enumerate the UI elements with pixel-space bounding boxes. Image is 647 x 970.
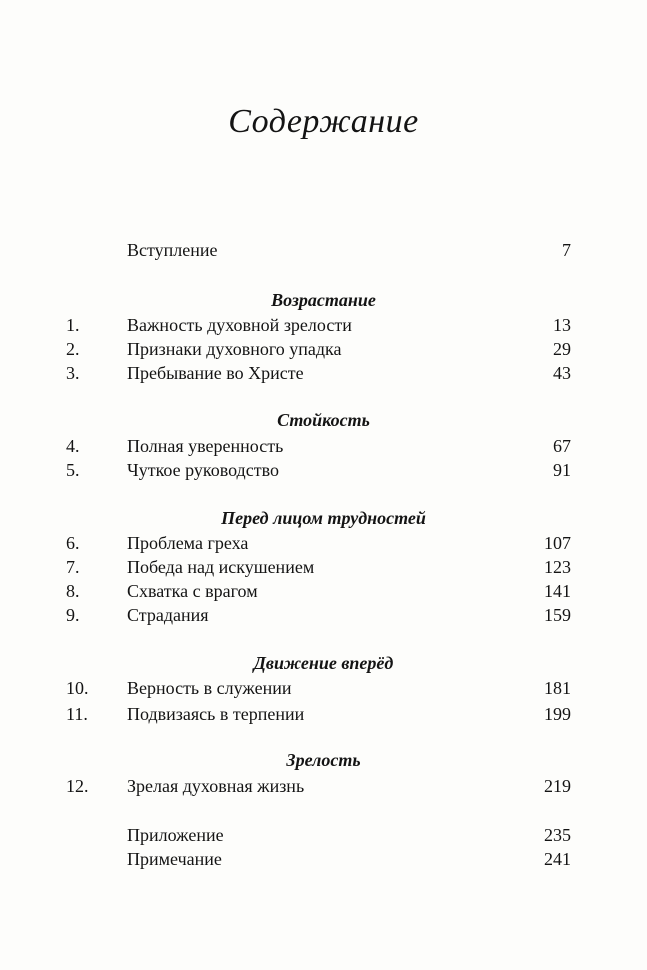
toc-entry-number: 12. <box>66 776 89 796</box>
toc-entry-label: Приложение <box>127 825 224 845</box>
toc-entry-label: Схватка с врагом <box>127 581 258 601</box>
toc-entry <box>0 337 647 361</box>
toc-entry-label: Вступление <box>127 240 218 260</box>
toc-entry-page: 13 <box>553 315 571 335</box>
toc-entry-page: 241 <box>544 849 571 869</box>
toc-entry-label: Важность духовной зрелости <box>127 315 352 335</box>
toc-entry-label: Проблема греха <box>127 533 249 553</box>
toc-entry-intro <box>0 238 647 262</box>
toc-entry-label: Чуткое руководство <box>127 460 279 480</box>
toc-entry-notes <box>0 847 647 871</box>
toc-entry-number: 10. <box>66 678 89 698</box>
toc-entry-number: 8. <box>66 581 80 601</box>
toc-entry-label: Пребывание во Христе <box>127 363 304 383</box>
toc-entry <box>0 676 647 700</box>
toc-entry-page: 181 <box>544 678 571 698</box>
section-heading: Возрастание <box>271 290 376 310</box>
toc-entry-label: Страдания <box>127 605 209 625</box>
toc-entry-label: Победа над искушением <box>127 557 315 577</box>
toc-entry <box>0 531 647 555</box>
toc-entry-label: Зрелая духовная жизнь <box>127 776 305 796</box>
toc-entry <box>0 555 647 579</box>
section-heading: Зрелость <box>286 750 361 770</box>
toc-entry-label: Подвизаясь в терпении <box>127 704 305 724</box>
toc-entry-number: 7. <box>66 557 80 577</box>
toc-entry <box>0 313 647 337</box>
toc-entry-page: 235 <box>544 825 571 845</box>
toc-entry-number: 6. <box>66 533 80 553</box>
toc-entry-number: 3. <box>66 363 80 383</box>
toc-entry-page: 199 <box>544 704 571 724</box>
section-heading: Перед лицом трудностей <box>221 508 426 528</box>
toc-entry-page: 219 <box>544 776 571 796</box>
toc-entry-page: 123 <box>544 557 571 577</box>
toc-entry <box>0 458 647 482</box>
toc-entry-label: Полная уверенность <box>127 436 284 456</box>
toc-entry-label: Верность в служении <box>127 678 292 698</box>
toc-entry-page: 141 <box>544 581 571 601</box>
toc-entry-number: 4. <box>66 436 80 456</box>
toc-entry-number: 2. <box>66 339 80 359</box>
section-heading: Движение вперёд <box>253 653 394 673</box>
toc-entry-page: 91 <box>553 460 571 480</box>
toc-entry-number: 11. <box>66 704 88 724</box>
toc-entry-page: 7 <box>562 240 571 260</box>
toc-entry <box>0 702 647 726</box>
toc-entry-number: 5. <box>66 460 80 480</box>
toc-entry <box>0 434 647 458</box>
toc-entry-page: 43 <box>553 363 571 383</box>
toc-entry <box>0 774 647 798</box>
toc-entry-page: 107 <box>544 533 571 553</box>
section-heading: Стойкость <box>277 410 370 430</box>
toc-entry <box>0 603 647 627</box>
toc-entry-number: 1. <box>66 315 80 335</box>
toc-entry <box>0 579 647 603</box>
page-title: Содержание <box>228 103 419 140</box>
toc-entry-page: 29 <box>553 339 571 359</box>
toc-entry <box>0 361 647 385</box>
toc-entry-label: Примечание <box>127 849 222 869</box>
toc-entry-page: 67 <box>553 436 571 456</box>
toc-entry-page: 159 <box>544 605 571 625</box>
toc-entry-number: 9. <box>66 605 80 625</box>
toc-entry-appendix <box>0 823 647 847</box>
toc-entry-label: Признаки духовного упадка <box>127 339 342 359</box>
